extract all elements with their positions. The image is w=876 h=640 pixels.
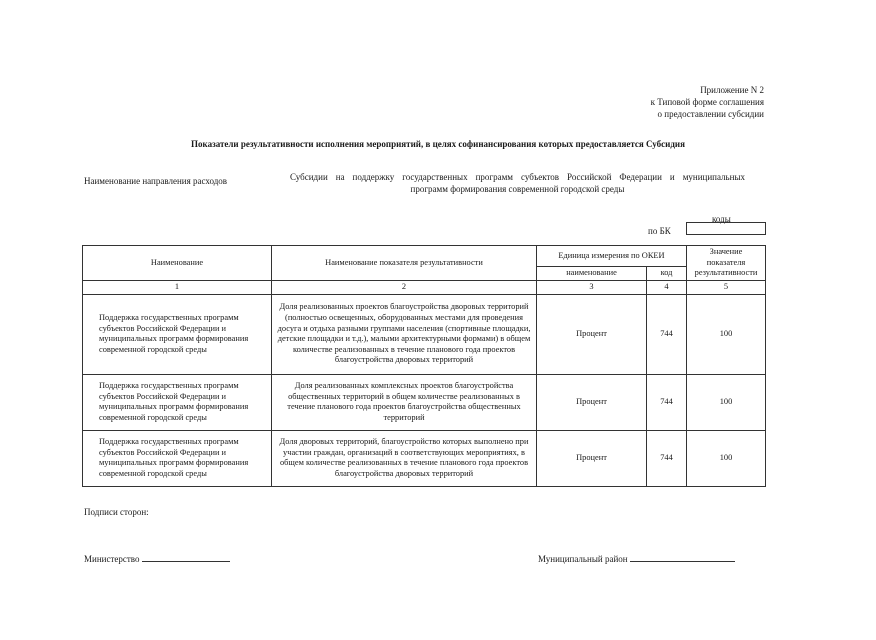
- appendix-subject: о предоставлении субсидии: [657, 109, 764, 119]
- row-unit-code: 744: [647, 294, 687, 374]
- column-number: 2: [272, 281, 537, 295]
- row-unit-name: Процент: [537, 430, 647, 486]
- direction-value-line2: программ формирования современной городской среды: [410, 184, 625, 194]
- header-unit-code: код: [647, 267, 687, 281]
- signature-ministry-label: Министерство: [84, 554, 140, 564]
- row-name: Поддержка государственных программ субъектов Российской Федерации и муниципальных программ формирования современной городской среды: [83, 294, 272, 374]
- row-value: 100: [687, 374, 766, 430]
- header-unit: Единица измерения по ОКЕИ: [537, 246, 687, 267]
- table-row: [83, 430, 766, 486]
- row-value: 100: [687, 430, 766, 486]
- row-unit-code: 744: [647, 430, 687, 486]
- column-number: 3: [537, 281, 647, 295]
- table-row: [83, 294, 766, 374]
- signature-line: [630, 552, 735, 562]
- column-number: 1: [83, 281, 272, 295]
- header-name: Наименование: [83, 246, 272, 281]
- bk-label: по БК: [648, 226, 671, 236]
- row-name: Поддержка государственных программ субъектов Российской Федерации и муниципальных программ формирования современной городской среды: [83, 374, 272, 430]
- indicators-table: [82, 245, 766, 487]
- bk-code-field: [686, 222, 766, 235]
- row-indicator: Доля дворовых территорий, благоустройство которых выполнено при участии граждан, организаций в соответствующих мероприятиях, в общем количестве реализованных в течение планового года проектов благоустройства дворовых территорий: [272, 430, 537, 486]
- signature-ministry: [84, 552, 230, 564]
- header-value: Значение показателя результативности: [687, 246, 766, 281]
- signature-municipality: [538, 552, 735, 564]
- table-numbers-row: [83, 281, 766, 295]
- table-header-row: [83, 246, 766, 267]
- header-indicator: Наименование показателя результативности: [272, 246, 537, 281]
- signature-municipality-label: Муниципальный район: [538, 554, 628, 564]
- row-value: 100: [687, 294, 766, 374]
- table-row: [83, 374, 766, 430]
- header-unit-name: наименование: [537, 267, 647, 281]
- row-indicator: Доля реализованных проектов благоустройства дворовых территорий (полностью освещенных, оборудованных местами для проведения досуга и отдыха разными группами населения (спортивные площадки, детские площадки и т.д.), малыми архитектурными формами) в общем количестве реализованных в течение планового года проектов благоустройства дворовых территорий: [272, 294, 537, 374]
- column-number: 4: [647, 281, 687, 295]
- codes-label: коды: [712, 214, 731, 224]
- direction-label: Наименование направления расходов: [84, 176, 228, 186]
- appendix-number: Приложение N 2: [700, 85, 764, 95]
- column-number: 5: [687, 281, 766, 295]
- appendix-reference: к Типовой форме соглашения: [650, 97, 764, 107]
- row-unit-code: 744: [647, 374, 687, 430]
- appendix-header: [651, 84, 764, 120]
- row-name: Поддержка государственных программ субъектов Российской Федерации и муниципальных программ формирования современной городской среды: [83, 430, 272, 486]
- signatures-title: Подписи сторон:: [84, 507, 149, 517]
- direction-value-line1: Субсидии на поддержку государственных программ субъектов Российской Федерации и муниципальных: [290, 172, 745, 182]
- document-title: Показатели результативности исполнения мероприятий, в целях софинансирования которых предоставляется Субсидия: [191, 139, 685, 149]
- row-unit-name: Процент: [537, 374, 647, 430]
- row-unit-name: Процент: [537, 294, 647, 374]
- row-indicator: Доля реализованных комплексных проектов благоустройства общественных территорий в общем количестве реализованных в течение планового года проектов благоустройства общественных территорий: [272, 374, 537, 430]
- direction-value: [290, 171, 745, 195]
- signature-line: [142, 552, 230, 562]
